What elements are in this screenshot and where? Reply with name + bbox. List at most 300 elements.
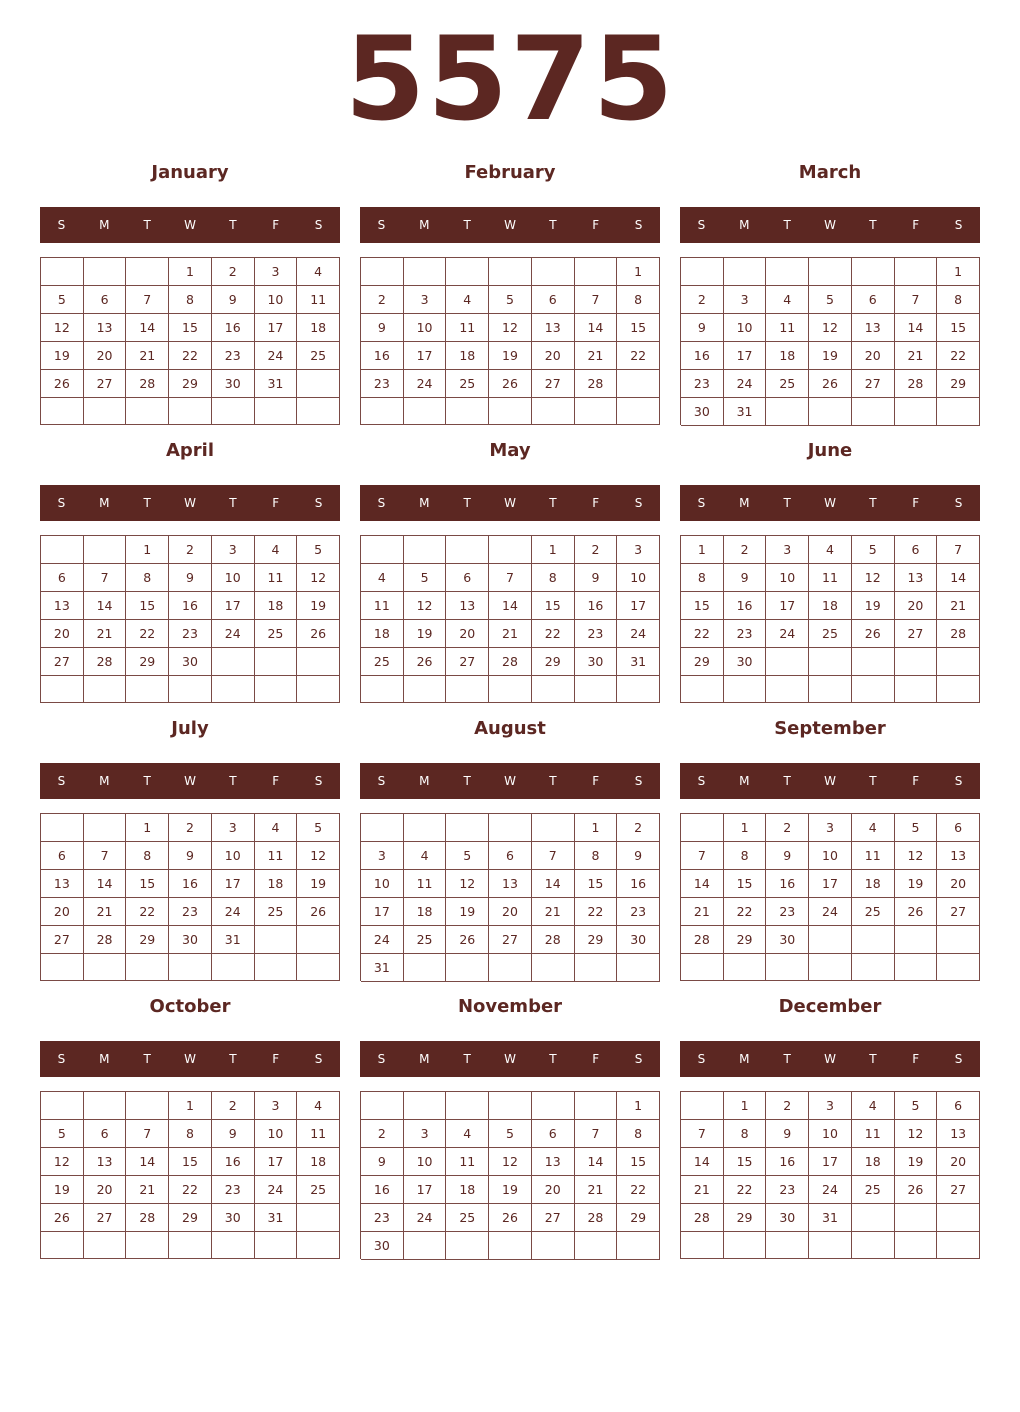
day-cell: 20: [532, 342, 575, 370]
empty-day-cell: [809, 676, 852, 703]
day-cell: 27: [895, 620, 938, 648]
weekday-label: T: [143, 1052, 151, 1066]
month-february: [360, 160, 660, 430]
empty-day-cell: [255, 676, 298, 703]
day-cell: 19: [489, 1176, 532, 1204]
empty-day-cell: [404, 258, 447, 286]
empty-day-cell: [404, 954, 447, 982]
empty-day-cell: [809, 398, 852, 426]
weekday-label: M: [739, 1052, 750, 1066]
empty-day-cell: [852, 954, 895, 981]
day-cell: 2: [575, 536, 618, 564]
empty-day-cell: [895, 1204, 938, 1232]
day-cell: 4: [361, 564, 404, 592]
day-cell: 27: [532, 370, 575, 398]
day-cell: 28: [681, 1204, 724, 1232]
empty-day-cell: [489, 1232, 532, 1260]
empty-day-cell: [361, 676, 404, 703]
empty-day-cell: [852, 258, 895, 286]
day-cell: 6: [41, 564, 84, 592]
empty-day-cell: [126, 398, 169, 425]
month-name: March: [798, 162, 862, 183]
day-grid: [680, 257, 980, 425]
empty-day-cell: [126, 676, 169, 703]
day-cell: 27: [852, 370, 895, 398]
empty-day-cell: [126, 1092, 169, 1120]
day-cell: 28: [575, 370, 618, 398]
month-name: April: [165, 440, 215, 461]
empty-day-cell: [297, 1232, 340, 1259]
day-cell: 10: [255, 286, 298, 314]
day-cell: 7: [575, 286, 618, 314]
empty-day-cell: [937, 1204, 980, 1232]
weekday-label: W: [504, 774, 516, 788]
day-cell: 20: [84, 342, 127, 370]
day-cell: 5: [41, 1120, 84, 1148]
day-cell: 18: [255, 592, 298, 620]
empty-day-cell: [126, 954, 169, 981]
day-cell: 25: [446, 370, 489, 398]
day-cell: 8: [937, 286, 980, 314]
weekday-label: S: [634, 496, 643, 510]
day-cell: 1: [169, 1092, 212, 1120]
day-cell: 12: [404, 592, 447, 620]
day-cell: 6: [84, 286, 127, 314]
day-cell: 15: [126, 870, 169, 898]
day-cell: 20: [937, 870, 980, 898]
day-cell: 9: [212, 286, 255, 314]
weekday-label: F: [912, 1052, 920, 1066]
day-cell: 19: [41, 1176, 84, 1204]
empty-day-cell: [41, 1232, 84, 1259]
day-grid: [40, 813, 340, 981]
day-cell: 1: [575, 814, 618, 842]
day-cell: 5: [489, 1120, 532, 1148]
day-cell: 28: [489, 648, 532, 676]
day-cell: 6: [895, 536, 938, 564]
day-cell: 15: [575, 870, 618, 898]
day-cell: 3: [212, 814, 255, 842]
day-cell: 30: [575, 648, 618, 676]
weekday-label: M: [739, 218, 750, 232]
weekday-label: W: [504, 1052, 516, 1066]
empty-day-cell: [489, 398, 532, 425]
day-cell: 29: [126, 648, 169, 676]
weekday-label: T: [783, 218, 791, 232]
day-cell: 11: [446, 314, 489, 342]
day-cell: 20: [489, 898, 532, 926]
day-cell: 22: [681, 620, 724, 648]
day-cell: 22: [126, 898, 169, 926]
weekday-label: S: [697, 218, 706, 232]
empty-day-cell: [297, 926, 340, 954]
weekday-label: M: [419, 218, 430, 232]
day-cell: 20: [937, 1148, 980, 1176]
weekday-header: [360, 1041, 660, 1077]
empty-day-cell: [212, 1232, 255, 1259]
day-cell: 10: [404, 314, 447, 342]
day-cell: 26: [297, 898, 340, 926]
empty-day-cell: [489, 536, 532, 564]
day-cell: 11: [852, 1120, 895, 1148]
empty-day-cell: [724, 676, 767, 703]
weekday-label: S: [954, 774, 963, 788]
day-cell: 25: [852, 898, 895, 926]
day-cell: 29: [575, 926, 618, 954]
weekday-label: S: [954, 218, 963, 232]
empty-day-cell: [255, 1232, 298, 1259]
day-cell: 8: [617, 1120, 660, 1148]
day-cell: 22: [169, 342, 212, 370]
empty-day-cell: [852, 648, 895, 676]
day-cell: 17: [809, 1148, 852, 1176]
empty-day-cell: [297, 954, 340, 981]
day-cell: 7: [489, 564, 532, 592]
day-cell: 20: [852, 342, 895, 370]
empty-day-cell: [84, 676, 127, 703]
day-cell: 9: [169, 564, 212, 592]
day-cell: 11: [297, 1120, 340, 1148]
month-name: July: [171, 718, 209, 739]
day-cell: 8: [617, 286, 660, 314]
day-cell: 14: [681, 870, 724, 898]
day-cell: 26: [404, 648, 447, 676]
day-cell: 6: [937, 814, 980, 842]
weekday-label: W: [824, 496, 836, 510]
day-cell: 9: [212, 1120, 255, 1148]
weekday-label: F: [272, 774, 280, 788]
weekday-header: [680, 1041, 980, 1077]
weekday-label: S: [697, 1052, 706, 1066]
empty-day-cell: [361, 536, 404, 564]
empty-day-cell: [41, 676, 84, 703]
empty-day-cell: [532, 1232, 575, 1260]
day-cell: 13: [41, 870, 84, 898]
weekday-label: T: [869, 1052, 877, 1066]
day-cell: 17: [766, 592, 809, 620]
empty-day-cell: [617, 398, 660, 425]
day-cell: 7: [575, 1120, 618, 1148]
empty-day-cell: [681, 676, 724, 703]
weekday-label: M: [739, 496, 750, 510]
day-cell: 19: [297, 870, 340, 898]
day-cell: 6: [489, 842, 532, 870]
day-cell: 30: [766, 926, 809, 954]
day-cell: 9: [766, 1120, 809, 1148]
day-cell: 20: [532, 1176, 575, 1204]
day-cell: 1: [724, 1092, 767, 1120]
day-cell: 4: [255, 536, 298, 564]
day-cell: 13: [84, 314, 127, 342]
empty-day-cell: [575, 398, 618, 425]
day-cell: 15: [617, 1148, 660, 1176]
empty-day-cell: [532, 676, 575, 703]
day-cell: 31: [809, 1204, 852, 1232]
day-cell: 28: [84, 926, 127, 954]
weekday-label: T: [783, 1052, 791, 1066]
weekday-label: W: [184, 218, 196, 232]
day-cell: 10: [724, 314, 767, 342]
empty-day-cell: [852, 676, 895, 703]
weekday-header: [360, 207, 660, 243]
day-cell: 3: [255, 258, 298, 286]
month-name: February: [464, 162, 556, 183]
empty-day-cell: [489, 954, 532, 982]
day-cell: 29: [126, 926, 169, 954]
weekday-label: F: [592, 774, 600, 788]
empty-day-cell: [617, 954, 660, 982]
day-cell: 9: [361, 1148, 404, 1176]
month-april: [40, 438, 340, 708]
weekday-label: T: [549, 218, 557, 232]
weekday-label: T: [549, 496, 557, 510]
day-cell: 3: [766, 536, 809, 564]
day-cell: 22: [617, 1176, 660, 1204]
day-cell: 30: [169, 926, 212, 954]
empty-day-cell: [255, 398, 298, 425]
weekday-label: S: [377, 774, 386, 788]
day-cell: 9: [169, 842, 212, 870]
day-grid: [680, 813, 980, 981]
day-cell: 30: [766, 1204, 809, 1232]
day-cell: 12: [489, 1148, 532, 1176]
weekday-label: S: [634, 1052, 643, 1066]
day-cell: 22: [937, 342, 980, 370]
day-cell: 3: [617, 536, 660, 564]
weekday-header: [360, 485, 660, 521]
empty-day-cell: [724, 1232, 767, 1259]
day-cell: 7: [895, 286, 938, 314]
weekday-label: S: [57, 774, 66, 788]
weekday-header: [680, 763, 980, 799]
day-cell: 19: [895, 870, 938, 898]
empty-day-cell: [617, 1232, 660, 1260]
empty-day-cell: [766, 258, 809, 286]
day-cell: 3: [809, 1092, 852, 1120]
empty-day-cell: [937, 926, 980, 954]
day-cell: 3: [255, 1092, 298, 1120]
weekday-label: S: [377, 218, 386, 232]
day-cell: 19: [41, 342, 84, 370]
weekday-label: S: [697, 496, 706, 510]
day-cell: 23: [766, 1176, 809, 1204]
empty-day-cell: [169, 1232, 212, 1259]
weekday-label: W: [824, 218, 836, 232]
empty-day-cell: [895, 1232, 938, 1259]
day-cell: 1: [617, 1092, 660, 1120]
weekday-label: T: [463, 218, 471, 232]
day-cell: 18: [255, 870, 298, 898]
empty-day-cell: [575, 954, 618, 982]
day-cell: 15: [937, 314, 980, 342]
empty-day-cell: [724, 258, 767, 286]
empty-day-cell: [575, 1092, 618, 1120]
day-cell: 26: [446, 926, 489, 954]
empty-day-cell: [169, 398, 212, 425]
day-cell: 25: [255, 898, 298, 926]
day-cell: 3: [212, 536, 255, 564]
day-cell: 17: [809, 870, 852, 898]
day-cell: 9: [575, 564, 618, 592]
day-cell: 11: [809, 564, 852, 592]
day-cell: 1: [617, 258, 660, 286]
day-cell: 26: [489, 370, 532, 398]
day-cell: 24: [361, 926, 404, 954]
empty-day-cell: [575, 676, 618, 703]
day-cell: 4: [255, 814, 298, 842]
weekday-label: T: [549, 774, 557, 788]
day-cell: 30: [617, 926, 660, 954]
empty-day-cell: [809, 258, 852, 286]
weekday-label: T: [869, 496, 877, 510]
empty-day-cell: [404, 536, 447, 564]
weekday-label: T: [229, 496, 237, 510]
day-cell: 12: [895, 1120, 938, 1148]
day-cell: 20: [446, 620, 489, 648]
day-cell: 20: [41, 898, 84, 926]
day-cell: 24: [404, 370, 447, 398]
weekday-label: T: [869, 218, 877, 232]
empty-day-cell: [404, 398, 447, 425]
empty-day-cell: [41, 398, 84, 425]
day-cell: 26: [895, 1176, 938, 1204]
day-cell: 12: [297, 564, 340, 592]
day-grid: [360, 257, 660, 425]
day-cell: 24: [724, 370, 767, 398]
day-cell: 19: [895, 1148, 938, 1176]
day-cell: 29: [724, 926, 767, 954]
day-cell: 18: [404, 898, 447, 926]
day-cell: 29: [532, 648, 575, 676]
month-name: September: [774, 718, 886, 739]
weekday-label: M: [419, 774, 430, 788]
day-cell: 2: [212, 258, 255, 286]
day-cell: 28: [532, 926, 575, 954]
empty-day-cell: [84, 814, 127, 842]
day-cell: 5: [489, 286, 532, 314]
empty-day-cell: [212, 648, 255, 676]
day-cell: 29: [937, 370, 980, 398]
weekday-header: [40, 1041, 340, 1077]
empty-day-cell: [212, 954, 255, 981]
weekday-label: T: [463, 1052, 471, 1066]
day-cell: 4: [852, 814, 895, 842]
day-cell: 16: [169, 592, 212, 620]
empty-day-cell: [895, 926, 938, 954]
empty-day-cell: [297, 370, 340, 398]
empty-day-cell: [895, 398, 938, 426]
day-cell: 14: [84, 870, 127, 898]
day-cell: 31: [724, 398, 767, 426]
day-cell: 20: [41, 620, 84, 648]
month-november: [360, 994, 660, 1264]
day-cell: 17: [617, 592, 660, 620]
month-july: [40, 716, 340, 986]
day-cell: 22: [126, 620, 169, 648]
empty-day-cell: [617, 370, 660, 398]
day-cell: 4: [297, 1092, 340, 1120]
day-cell: 27: [532, 1204, 575, 1232]
empty-day-cell: [84, 954, 127, 981]
day-cell: 6: [852, 286, 895, 314]
day-cell: 30: [169, 648, 212, 676]
day-cell: 10: [404, 1148, 447, 1176]
day-cell: 14: [126, 1148, 169, 1176]
empty-day-cell: [404, 1092, 447, 1120]
day-cell: 24: [809, 1176, 852, 1204]
empty-day-cell: [766, 954, 809, 981]
weekday-label: T: [229, 1052, 237, 1066]
day-cell: 17: [255, 314, 298, 342]
day-cell: 15: [126, 592, 169, 620]
empty-day-cell: [766, 676, 809, 703]
day-cell: 2: [766, 1092, 809, 1120]
day-cell: 24: [255, 1176, 298, 1204]
day-cell: 10: [212, 842, 255, 870]
day-cell: 27: [937, 1176, 980, 1204]
empty-day-cell: [852, 1204, 895, 1232]
day-cell: 25: [766, 370, 809, 398]
month-name: August: [474, 718, 546, 739]
day-grid: [360, 813, 660, 981]
empty-day-cell: [937, 648, 980, 676]
empty-day-cell: [446, 954, 489, 982]
day-cell: 28: [895, 370, 938, 398]
weekday-header: [40, 207, 340, 243]
day-cell: 17: [361, 898, 404, 926]
day-cell: 21: [126, 1176, 169, 1204]
day-cell: 6: [84, 1120, 127, 1148]
day-cell: 3: [724, 286, 767, 314]
empty-day-cell: [169, 676, 212, 703]
day-cell: 30: [724, 648, 767, 676]
day-cell: 3: [809, 814, 852, 842]
weekday-label: T: [783, 774, 791, 788]
empty-day-cell: [41, 954, 84, 981]
day-cell: 23: [212, 1176, 255, 1204]
weekday-label: F: [912, 496, 920, 510]
empty-day-cell: [724, 954, 767, 981]
weekday-label: T: [783, 496, 791, 510]
day-cell: 19: [297, 592, 340, 620]
day-grid: [680, 535, 980, 703]
day-cell: 2: [169, 536, 212, 564]
day-cell: 4: [404, 842, 447, 870]
weekday-label: M: [419, 496, 430, 510]
weekday-label: T: [463, 496, 471, 510]
day-cell: 6: [532, 286, 575, 314]
day-cell: 7: [126, 1120, 169, 1148]
day-cell: 8: [724, 842, 767, 870]
day-cell: 28: [126, 370, 169, 398]
day-cell: 10: [766, 564, 809, 592]
empty-day-cell: [681, 1232, 724, 1259]
day-cell: 16: [361, 1176, 404, 1204]
day-cell: 8: [575, 842, 618, 870]
day-grid: [40, 1091, 340, 1259]
weekday-label: T: [869, 774, 877, 788]
empty-day-cell: [489, 814, 532, 842]
empty-day-cell: [895, 954, 938, 981]
day-cell: 16: [575, 592, 618, 620]
day-cell: 31: [212, 926, 255, 954]
day-cell: 17: [724, 342, 767, 370]
day-grid: [40, 535, 340, 703]
weekday-label: F: [592, 218, 600, 232]
day-cell: 25: [404, 926, 447, 954]
day-cell: 29: [681, 648, 724, 676]
day-cell: 18: [852, 870, 895, 898]
